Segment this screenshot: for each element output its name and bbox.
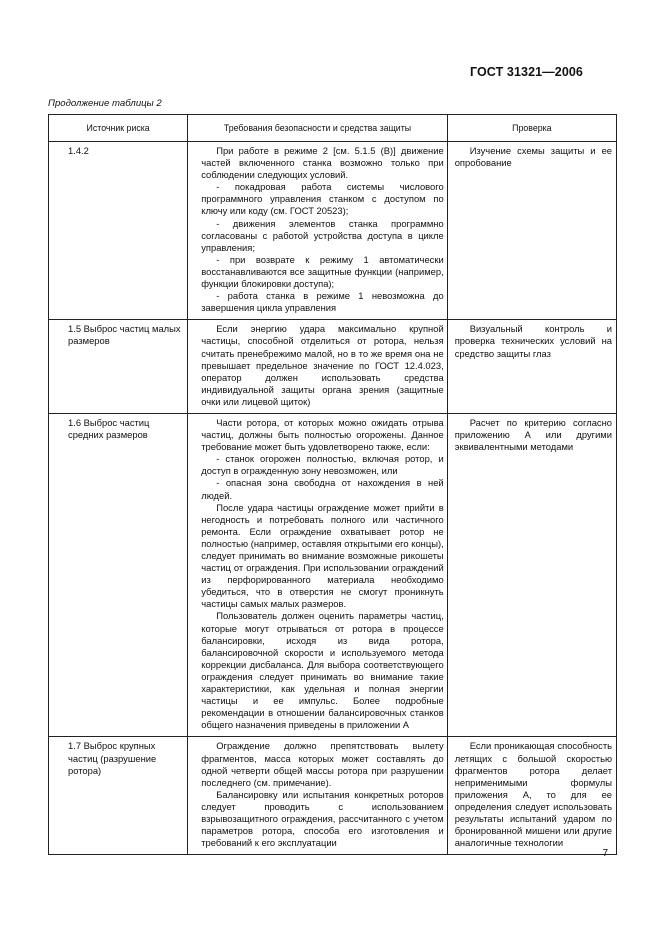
requirement-paragraph: - покадровая работа системы числового программного управления станком с доступом по ключу или коду (см. ГОСТ 20523); [201, 181, 444, 217]
requirement-paragraph: Если энергию удара максимально крупной частицы, способной отделиться от ротора, нельзя считать пренебрежимо малой, но в то же время она не превышает предельное значение по ГОСТ 12.4.023, оператор должен использовать средства индивидуальной защиты органа зрения (защитные очки или лицевой щиток) [201, 323, 444, 407]
requirement-paragraph: Части ротора, от которых можно ожидать отрыва частиц, должны быть полностью огорожены. Данное требование может быть удовлетворено также, если: [201, 416, 444, 453]
requirements-table [48, 114, 617, 855]
source-text: 1.5 Выброс частиц малых размеров [68, 323, 181, 347]
column-header-source: Источник риска [49, 115, 188, 142]
source-cell [49, 142, 188, 320]
verification-text: Изучение схемы защиты и ее опробование [454, 145, 612, 169]
verification-cell [447, 142, 616, 320]
column-header-verification: Проверка [447, 115, 616, 142]
standard-code: ГОСТ 31321—2006 [469, 65, 583, 79]
verification-text: Если проникающая способность летящих с большой скоростью фрагментов ротора делает неприменимыми формулы приложения А, то для ее определения следует использовать результаты испытаний ударом по бронированной мишени или другие аналогичные технологии [454, 740, 612, 849]
table-header-row [49, 115, 617, 142]
requirement-paragraph: - движения элементов станка программно согласованы с работой устройства доступа в цикле управления; [201, 217, 444, 253]
source-cell [49, 413, 188, 736]
table-row [49, 320, 617, 414]
verification-cell [447, 413, 616, 736]
requirement-paragraph: Пользователь должен оценить параметры частиц, которые могут отрываться от ротора в процессе балансировки, исходя из вида ротора, балансировочной скорости и используемого метода коррекции дисбаланса. Для выбора соответствующего ограждения следует принимать во внимание такие характеристики, как удельная и полная энергии частицы и ее импульс. Более подробные рекомендации в отношении балансировочных станков общего назначения приведены в приложении А [201, 610, 444, 731]
column-header-requirements: Требования безопасности и средства защиты [188, 115, 447, 142]
requirement-paragraph: Балансировку или испытания конкретных роторов следует проводить с использованием взрывозащитного ограждения, рассчитанного с учетом параметров ротора, способа его изготовления и требований к его эксплуатации [201, 788, 444, 849]
verification-cell [447, 737, 616, 855]
requirements-cell [188, 737, 447, 855]
table-row [49, 413, 617, 736]
requirement-paragraph: - опасная зона свободна от нахождения в ней людей. [201, 477, 444, 501]
table-row [49, 142, 617, 320]
source-cell [49, 737, 188, 855]
requirement-paragraph: При работе в режиме 2 [см. 5.1.5 (B)] движение частей включенного станка возможно только при соблюдении следующих условий. [201, 145, 444, 181]
verification-text: Расчет по критерию согласно приложению А или другими эквивалентными методами [454, 416, 612, 453]
verification-text: Визуальный контроль и проверка технических условий на средство защиты глаз [454, 323, 612, 359]
requirements-cell [188, 320, 447, 414]
requirement-paragraph: - при возврате к режиму 1 автоматически восстанавливаются все защитные функции (например, функции блокировки доступа); [201, 253, 444, 290]
requirement-paragraph: После удара частицы ограждение может прийти в негодность и потребовать полного или частичного ремонта. Если ограждение охватывает ротор не полностью (например, оставляя открытыми его концы), следует принимать во внимание возможные рикошеты частиц от ограждения. При использовании ограждений из перфорированного материала необходимо убедиться, что в отверстия не смогут проникнуть частицы самых малых размеров. [201, 501, 444, 610]
table-row [49, 737, 617, 855]
requirement-paragraph: - работа станка в режиме 1 невозможна до завершения цикла управления [201, 290, 444, 314]
requirement-paragraph: - станок огорожен полностью, включая ротор, и доступ в огражденную зону невозможен, или [201, 453, 444, 477]
requirements-cell [188, 142, 447, 320]
source-text: 1.7 Выброс крупных частиц (разрушение ротора) [68, 740, 157, 776]
table-continuation-label: Продолжение таблицы 2 [48, 98, 162, 109]
source-text: 1.4.2 [68, 145, 89, 156]
source-cell [49, 320, 188, 414]
requirements-cell [188, 413, 447, 736]
source-text: 1.6 Выброс частиц средних размеров [68, 416, 150, 441]
verification-cell [447, 320, 616, 414]
requirement-paragraph: Ограждение должно препятствовать вылету фрагментов, масса которых может составлять до одной четверти общей массы ротора при разрушении последнего (см. примечание). [201, 740, 444, 788]
page-number: 7 [602, 848, 608, 859]
